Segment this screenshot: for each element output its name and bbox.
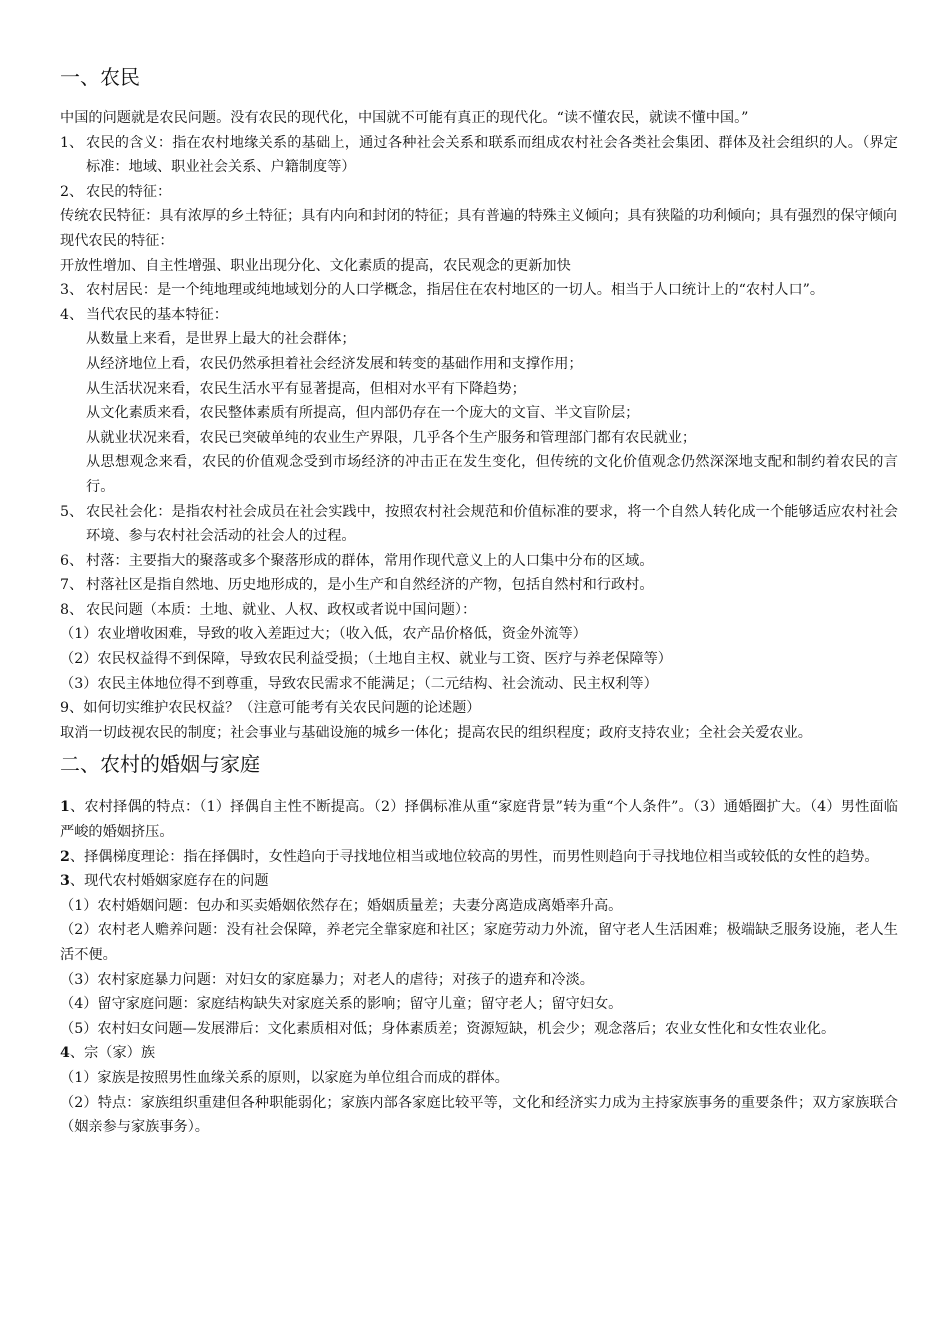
item-text: 农民问题（本质：土地、就业、人权、政权或者说中国问题）： — [86, 601, 477, 618]
item-4-point: 从经济地位上看，农民仍然承担着社会经济发展和转变的基础作用和支撑作用； — [86, 355, 583, 372]
item-text: 农民社会化：是指农村社会成员在社会实践中，按照农村社会规范和价值标准的要求，将一个自然人转化成一个能够适应农村社会环境、参与农村社会活动的社会人的过程。 — [86, 503, 898, 545]
paragraph-4 — [60, 1041, 898, 1066]
modern-features-label: 现代农民的特征： — [60, 232, 174, 249]
item-number: 1、 — [60, 134, 84, 151]
paragraph-1 — [60, 795, 898, 844]
item-8-point: （2）农民权益得不到保障，导致农民利益受损；（土地自主权、就业与工资、医疗与养老保障等） — [60, 651, 672, 668]
item-4-point: 从数量上来看，是世界上最大的社会群体； — [86, 331, 356, 348]
paragraph-3-point: （1）农村婚姻问题：包办和买卖婚姻依然存在；婚姻质量差；夫妻分离造成离婚率升高。 — [60, 897, 623, 914]
item-4-point: 从生活状况来看，农民生活水平有显著提高，但相对水平有下降趋势； — [86, 380, 526, 397]
item-5 — [60, 500, 898, 549]
paragraph-2 — [60, 845, 898, 870]
paragraph-number: 3 — [60, 873, 70, 890]
item-2 — [60, 180, 898, 205]
item-number: 5、 — [60, 503, 84, 520]
item-1 — [60, 131, 898, 180]
item-3 — [60, 278, 898, 303]
paragraph-text: 、现代农村婚姻家庭存在的问题 — [69, 873, 269, 890]
item-text: 村落社区是指自然地、历史地形成的，是小生产和自然经济的产物，包括自然村和行政村。 — [86, 577, 654, 594]
item-7 — [60, 573, 898, 598]
paragraph-text: 、农村择偶的特点：（1）择偶自主性不断提高。（2）择偶标准从重“家庭背景”转为重“个人条件”。（3）通婚圈扩大。（4）男性面临严峻的婚姻挤压。 — [60, 799, 898, 841]
paragraph-text: 、宗（家）族 — [69, 1045, 156, 1062]
item-number: 3、 — [60, 282, 84, 299]
paragraph-4-point: （2）特点：家族组织重建但各种职能弱化；家族内部各家庭比较平等，文化和经济实力成为主持家族事务的重要条件；双方家族联合（姻亲参与家族事务）。 — [60, 1094, 898, 1136]
item-number: 4、 — [60, 306, 84, 323]
section-1-intro: 中国的问题就是农民问题。没有农民的现代化，中国就不可能有真正的现代化。“读不懂农民，就读不懂中国。” — [60, 110, 749, 126]
item-8-point: （1）农业增收困难，导致的收入差距过大；（收入低，农产品价格低，资金外流等） — [60, 626, 587, 643]
item-number: 7、 — [60, 577, 84, 594]
item-number: 2、 — [60, 183, 84, 200]
section-1-title: 一、农民 — [60, 65, 140, 89]
paragraph-3-point: （2）农村老人赡养问题：没有社会保障，养老完全靠家庭和社区；家庭劳动力外流，留守老人生活困难；极端缺乏服务设施，老人生活不便。 — [60, 922, 898, 963]
item-text: 农村居民：是一个纯地理或纯地域划分的人口学概念，指居住在农村地区的一切人。相当于人口统计上的“农村人口”。 — [86, 282, 825, 299]
item-text: 村落：主要指大的聚落或多个聚落形成的群体，常用作现代意义上的人口集中分布的区域。 — [86, 552, 654, 569]
item-text: 农民的含义：指在农村地缘关系的基础上，通过各种社会关系和联系而组成农村社会各类社会集团、群体及社会组织的人。（界定标准：地域、职业社会关系、户籍制度等） — [86, 134, 898, 176]
item-4 — [60, 303, 898, 328]
item-text: 农民的特征： — [86, 183, 172, 200]
traditional-features: 传统农民特征：具有浓厚的乡土特征；具有内向和封闭的特征；具有普遍的特殊主义倾向；具有狭隘的功利倾向；具有强烈的保守倾向 — [60, 208, 898, 225]
paragraph-number: 2 — [60, 848, 70, 865]
item-8 — [60, 598, 898, 623]
item-9-answer: 取消一切歧视农民的制度；社会事业与基础设施的城乡一体化；提高农民的组织程度；政府支持农业；全社会关爱农业。 — [60, 724, 812, 741]
item-number: 8、 — [60, 601, 84, 618]
paragraph-3 — [60, 869, 898, 894]
item-4-point: 从就业状况来看，农民已突破单纯的农业生产界限，几乎各个生产服务和管理部门都有农民就业； — [86, 429, 697, 446]
modern-features: 开放性增加、自主性增强、职业出现分化、文化素质的提高，农民观念的更新加快 — [60, 257, 571, 274]
section-2-title: 二、农村的婚姻与家庭 — [60, 752, 260, 777]
paragraph-3-point: （4）留守家庭问题：家庭结构缺失对家庭关系的影响；留守儿童；留守老人；留守妇女。 — [60, 996, 623, 1013]
paragraph-number: 4 — [60, 1045, 70, 1062]
paragraph-3-point: （3）农村家庭暴力问题：对妇女的家庭暴力；对老人的虐待；对孩子的遗弃和冷淡。 — [60, 971, 594, 988]
item-4-point: 从思想观念来看，农民的价值观念受到市场经济的冲击正在发生变化，但传统的文化价值观念仍然深深地支配和制约着农民的言行。 — [86, 454, 898, 495]
item-number: 6、 — [60, 552, 84, 569]
item-text: 当代农民的基本特征： — [86, 306, 228, 323]
paragraph-3-point: （5）农村妇女问题—发展滞后：文化素质相对低；身体素质差；资源短缺，机会少；观念落后；农业女性化和女性农业化。 — [60, 1020, 836, 1037]
paragraph-number: 1 — [60, 799, 70, 816]
item-9: 9、如何切实维护农民权益？（注意可能考有关农民问题的论述题） — [60, 700, 481, 717]
paragraph-text: 、择偶梯度理论：指在择偶时，女性趋向于寻找地位相当或地位较高的男性，而男性则趋向于寻找地位相当或较低的女性的趋势。 — [69, 848, 879, 865]
item-8-point: （3）农民主体地位得不到尊重，导致农民需求不能满足；（二元结构、社会流动、民主权利等） — [60, 675, 658, 692]
paragraph-4-point: （1）家族是按照男性血缘关系的原则，以家庭为单位组合而成的群体。 — [60, 1069, 509, 1086]
item-4-point: 从文化素质来看，农民整体素质有所提高，但内部仍存在一个庞大的文盲、半文盲阶层； — [86, 405, 640, 422]
item-6 — [60, 549, 898, 574]
